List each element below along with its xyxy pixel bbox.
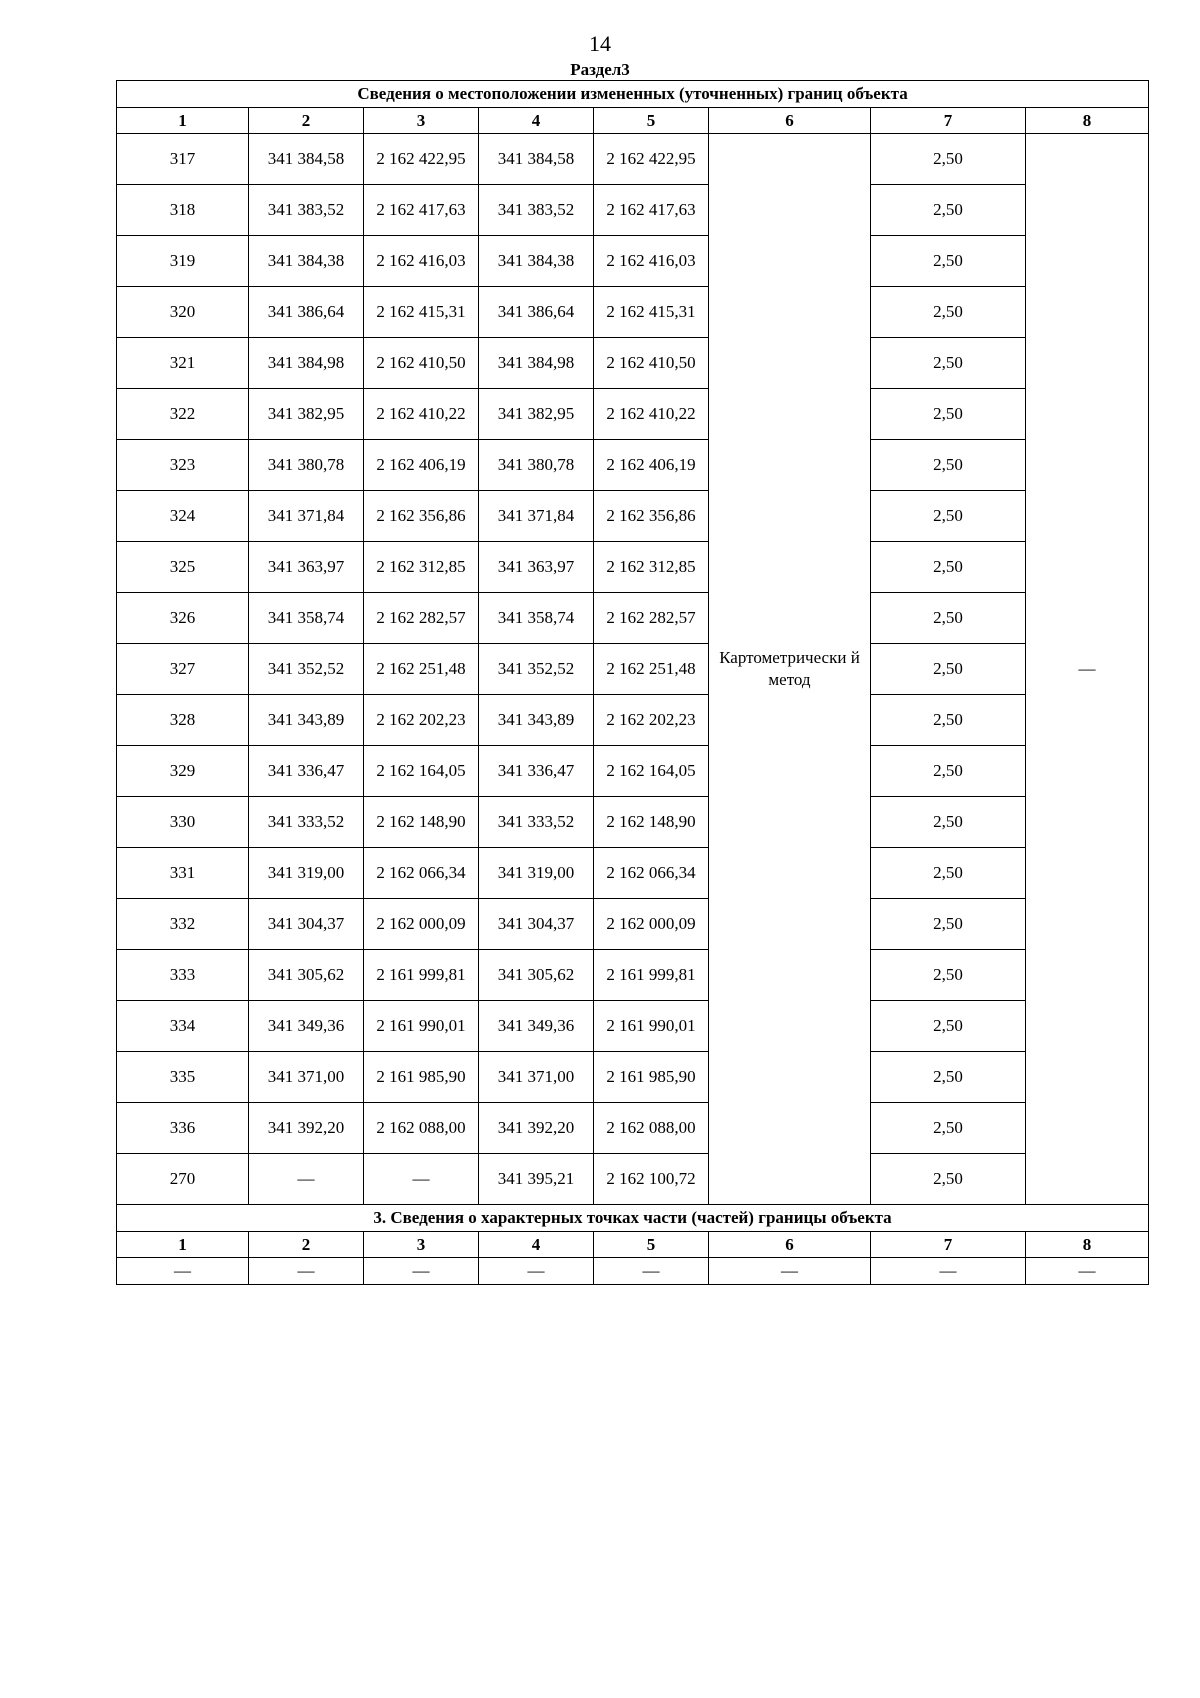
table-cell: 2,50 bbox=[871, 440, 1026, 491]
table-cell: 2 162 312,85 bbox=[364, 542, 479, 593]
method-cell: Картометрически й метод bbox=[709, 134, 871, 1205]
table-cell: 341 319,00 bbox=[479, 848, 594, 899]
table-cell: 270 bbox=[117, 1154, 249, 1205]
table-row bbox=[117, 236, 1149, 287]
column-header: 1 bbox=[117, 1232, 249, 1258]
table-row bbox=[117, 338, 1149, 389]
table-row bbox=[117, 950, 1149, 1001]
table-cell: 341 384,38 bbox=[249, 236, 364, 287]
table-cell: 2,50 bbox=[871, 1052, 1026, 1103]
table-cell: 330 bbox=[117, 797, 249, 848]
table-cell: 2,50 bbox=[871, 950, 1026, 1001]
table-row bbox=[117, 848, 1149, 899]
table-cell: 317 bbox=[117, 134, 249, 185]
table-cell: 341 380,78 bbox=[479, 440, 594, 491]
table-cell: 2,50 bbox=[871, 695, 1026, 746]
column-header: 7 bbox=[871, 1232, 1026, 1258]
table-cell: 2,50 bbox=[871, 848, 1026, 899]
table-cell: 2 162 356,86 bbox=[594, 491, 709, 542]
table-cell: 2,50 bbox=[871, 797, 1026, 848]
table-cell: — bbox=[364, 1258, 479, 1285]
column-header: 2 bbox=[249, 108, 364, 134]
table-caption: Сведения о местоположении измененных (уточненных) границ объекта bbox=[117, 81, 1149, 108]
table-cell: 2 161 985,90 bbox=[364, 1052, 479, 1103]
table-cell: — bbox=[1026, 1258, 1149, 1285]
table-cell: 324 bbox=[117, 491, 249, 542]
table-cell: 2,50 bbox=[871, 644, 1026, 695]
table-cell: 321 bbox=[117, 338, 249, 389]
table-cell: 341 343,89 bbox=[249, 695, 364, 746]
table-cell: 341 392,20 bbox=[479, 1103, 594, 1154]
table-cell: 341 352,52 bbox=[249, 644, 364, 695]
table-row bbox=[117, 899, 1149, 950]
table-cell: 2 162 416,03 bbox=[594, 236, 709, 287]
table-cell: 326 bbox=[117, 593, 249, 644]
table2-row bbox=[117, 1258, 1149, 1285]
table-cell: 2,50 bbox=[871, 287, 1026, 338]
column-header: 4 bbox=[479, 108, 594, 134]
table-cell: 341 371,84 bbox=[249, 491, 364, 542]
table-cell: 320 bbox=[117, 287, 249, 338]
table-cell: 2,50 bbox=[871, 899, 1026, 950]
table-cell: 2 162 251,48 bbox=[364, 644, 479, 695]
table-row bbox=[117, 185, 1149, 236]
table-cell: 2 162 100,72 bbox=[594, 1154, 709, 1205]
table-cell: 2 162 415,31 bbox=[364, 287, 479, 338]
table-cell: 341 383,52 bbox=[479, 185, 594, 236]
column-header: 4 bbox=[479, 1232, 594, 1258]
table-row bbox=[117, 593, 1149, 644]
table-cell: 2 162 422,95 bbox=[594, 134, 709, 185]
table-cell: 2,50 bbox=[871, 338, 1026, 389]
table-row bbox=[117, 1052, 1149, 1103]
table-row bbox=[117, 1001, 1149, 1052]
table-cell: 2 162 202,23 bbox=[364, 695, 479, 746]
table-cell: 341 384,58 bbox=[249, 134, 364, 185]
table-cell: 2,50 bbox=[871, 134, 1026, 185]
table-row bbox=[117, 287, 1149, 338]
table-cell: 341 371,84 bbox=[479, 491, 594, 542]
table-cell: 335 bbox=[117, 1052, 249, 1103]
table-cell: 2 162 417,63 bbox=[364, 185, 479, 236]
table-row bbox=[117, 1154, 1149, 1205]
table-cell: 2 162 066,34 bbox=[594, 848, 709, 899]
table-cell: 2 162 066,34 bbox=[364, 848, 479, 899]
table-cell: 2 161 985,90 bbox=[594, 1052, 709, 1103]
table-cell: — bbox=[364, 1154, 479, 1205]
header-row bbox=[117, 108, 1149, 134]
page-number: 14 bbox=[589, 31, 611, 56]
column-header: 5 bbox=[594, 108, 709, 134]
table-cell: 318 bbox=[117, 185, 249, 236]
table-cell: 341 395,21 bbox=[479, 1154, 594, 1205]
table-cell: 341 382,95 bbox=[249, 389, 364, 440]
table-cell: 336 bbox=[117, 1103, 249, 1154]
table-cell: 2 162 410,22 bbox=[364, 389, 479, 440]
table-cell: 2 161 990,01 bbox=[594, 1001, 709, 1052]
table-cell: 2 161 990,01 bbox=[364, 1001, 479, 1052]
table-row bbox=[117, 491, 1149, 542]
table-row bbox=[117, 440, 1149, 491]
table-cell: 2 162 164,05 bbox=[364, 746, 479, 797]
table2-caption-row bbox=[117, 1205, 1149, 1232]
table-row bbox=[117, 542, 1149, 593]
coordinates-table bbox=[116, 80, 1149, 1285]
table-cell: — bbox=[249, 1258, 364, 1285]
table-cell: 2 162 410,50 bbox=[364, 338, 479, 389]
table-cell: 2 162 164,05 bbox=[594, 746, 709, 797]
table-cell: 332 bbox=[117, 899, 249, 950]
table-cell: 2 162 406,19 bbox=[364, 440, 479, 491]
table-row bbox=[117, 797, 1149, 848]
table-cell: 341 305,62 bbox=[479, 950, 594, 1001]
table-cell: 334 bbox=[117, 1001, 249, 1052]
table-row bbox=[117, 134, 1149, 185]
table-cell: 341 392,20 bbox=[249, 1103, 364, 1154]
table-cell: 341 382,95 bbox=[479, 389, 594, 440]
column-header: 2 bbox=[249, 1232, 364, 1258]
column-header: 5 bbox=[594, 1232, 709, 1258]
table-cell: 341 343,89 bbox=[479, 695, 594, 746]
table-cell: 341 333,52 bbox=[249, 797, 364, 848]
table-cell: 2 162 282,57 bbox=[364, 593, 479, 644]
table-cell: 2,50 bbox=[871, 236, 1026, 287]
table-cell: 341 349,36 bbox=[249, 1001, 364, 1052]
column-header: 3 bbox=[364, 1232, 479, 1258]
table-cell: 341 384,38 bbox=[479, 236, 594, 287]
column-header: 6 bbox=[709, 108, 871, 134]
section-title: Раздел3 bbox=[570, 60, 630, 79]
table-row bbox=[117, 644, 1149, 695]
table-cell: 327 bbox=[117, 644, 249, 695]
table-cell: 341 305,62 bbox=[249, 950, 364, 1001]
table-cell: 2 162 356,86 bbox=[364, 491, 479, 542]
table-cell: 2 162 088,00 bbox=[364, 1103, 479, 1154]
table2-caption: 3. Сведения о характерных точках части (частей) границы объекта bbox=[117, 1205, 1149, 1232]
table-cell: 341 384,98 bbox=[249, 338, 364, 389]
table-cell: 341 384,98 bbox=[479, 338, 594, 389]
table-cell: 2 162 415,31 bbox=[594, 287, 709, 338]
table-caption-row bbox=[117, 81, 1149, 108]
column-header: 6 bbox=[709, 1232, 871, 1258]
table-cell: 2 162 251,48 bbox=[594, 644, 709, 695]
table-row bbox=[117, 389, 1149, 440]
column8-cell: — bbox=[1026, 134, 1149, 1205]
table-cell: 2 162 410,50 bbox=[594, 338, 709, 389]
table-cell: 341 386,64 bbox=[479, 287, 594, 338]
table-cell: 2,50 bbox=[871, 389, 1026, 440]
table-cell: — bbox=[709, 1258, 871, 1285]
column-header: 1 bbox=[117, 108, 249, 134]
table-cell: 341 383,52 bbox=[249, 185, 364, 236]
table-cell: 341 304,37 bbox=[249, 899, 364, 950]
table-cell: 2,50 bbox=[871, 1001, 1026, 1052]
table-cell: 2 162 000,09 bbox=[594, 899, 709, 950]
table-cell: 2 162 000,09 bbox=[364, 899, 479, 950]
table-cell: 2,50 bbox=[871, 1103, 1026, 1154]
table-cell: 341 349,36 bbox=[479, 1001, 594, 1052]
table-cell: — bbox=[594, 1258, 709, 1285]
table-row bbox=[117, 746, 1149, 797]
table-row bbox=[117, 1103, 1149, 1154]
table-cell: 2,50 bbox=[871, 1154, 1026, 1205]
table-cell: 323 bbox=[117, 440, 249, 491]
table-cell: 341 363,97 bbox=[479, 542, 594, 593]
table-cell: 341 380,78 bbox=[249, 440, 364, 491]
table-cell: 341 336,47 bbox=[479, 746, 594, 797]
table-cell: 2 162 312,85 bbox=[594, 542, 709, 593]
table-cell: 2,50 bbox=[871, 542, 1026, 593]
table-cell: 325 bbox=[117, 542, 249, 593]
table-cell: 2 161 999,81 bbox=[594, 950, 709, 1001]
table-cell: 2,50 bbox=[871, 746, 1026, 797]
table-cell: 341 304,37 bbox=[479, 899, 594, 950]
table-cell: 2 162 282,57 bbox=[594, 593, 709, 644]
table-cell: — bbox=[871, 1258, 1026, 1285]
table-cell: 2 162 148,90 bbox=[594, 797, 709, 848]
table-cell: 2 162 406,19 bbox=[594, 440, 709, 491]
table-cell: 329 bbox=[117, 746, 249, 797]
table-cell: 2 162 422,95 bbox=[364, 134, 479, 185]
table-cell: 2 161 999,81 bbox=[364, 950, 479, 1001]
table-cell: 322 bbox=[117, 389, 249, 440]
table-cell: 2,50 bbox=[871, 491, 1026, 542]
table-cell: 2,50 bbox=[871, 185, 1026, 236]
table-cell: 2 162 416,03 bbox=[364, 236, 479, 287]
table-cell: 2 162 148,90 bbox=[364, 797, 479, 848]
table-cell: 2 162 088,00 bbox=[594, 1103, 709, 1154]
column-header: 8 bbox=[1026, 1232, 1149, 1258]
table-cell: 341 336,47 bbox=[249, 746, 364, 797]
table-cell: — bbox=[479, 1258, 594, 1285]
column-header: 3 bbox=[364, 108, 479, 134]
table2-header-row bbox=[117, 1232, 1149, 1258]
table-cell: 331 bbox=[117, 848, 249, 899]
column-header: 7 bbox=[871, 108, 1026, 134]
table-cell: 341 352,52 bbox=[479, 644, 594, 695]
table-cell: 341 358,74 bbox=[249, 593, 364, 644]
table-cell: 341 333,52 bbox=[479, 797, 594, 848]
table-cell: — bbox=[249, 1154, 364, 1205]
table-cell: 2 162 417,63 bbox=[594, 185, 709, 236]
table-cell: 333 bbox=[117, 950, 249, 1001]
table-cell: 328 bbox=[117, 695, 249, 746]
table-cell: 341 386,64 bbox=[249, 287, 364, 338]
table-cell: 2,50 bbox=[871, 593, 1026, 644]
table-cell: 341 358,74 bbox=[479, 593, 594, 644]
table-cell: 341 319,00 bbox=[249, 848, 364, 899]
table-cell: 341 384,58 bbox=[479, 134, 594, 185]
table-cell: — bbox=[117, 1258, 249, 1285]
column-header: 8 bbox=[1026, 108, 1149, 134]
table-cell: 341 363,97 bbox=[249, 542, 364, 593]
table-cell: 2 162 410,22 bbox=[594, 389, 709, 440]
table-cell: 341 371,00 bbox=[479, 1052, 594, 1103]
table-cell: 319 bbox=[117, 236, 249, 287]
table-cell: 2 162 202,23 bbox=[594, 695, 709, 746]
table-row bbox=[117, 695, 1149, 746]
table-cell: 341 371,00 bbox=[249, 1052, 364, 1103]
